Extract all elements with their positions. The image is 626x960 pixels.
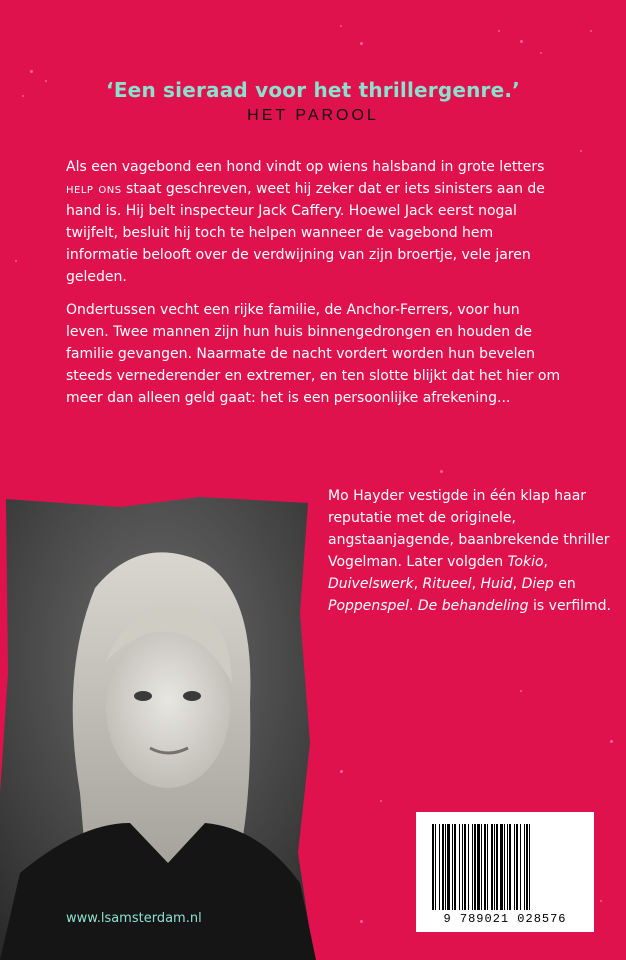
help-ons-text: help ons xyxy=(66,181,122,197)
author-bio xyxy=(328,485,618,617)
bio-separator: , xyxy=(471,576,481,592)
barcode-bar xyxy=(494,824,495,910)
barcode-bar xyxy=(526,824,528,910)
blurb-text: Als een vagebond een hond vindt op wiens halsband in grote letters xyxy=(66,159,545,175)
book-title: De behandeling xyxy=(417,598,529,614)
barcode-bar xyxy=(516,824,518,910)
quote-source: HET PAROOL xyxy=(247,107,379,124)
barcode-bar xyxy=(474,824,476,910)
book-title: Ritueel xyxy=(422,576,472,592)
barcode-bar xyxy=(462,824,463,910)
blurb-text: staat geschreven, weet hij zeker dat er iets sinisters aan de hand is. Hij belt inspecteur Jack Caffery. Hoewel Jack eerst nogal twijfelt, besluit hij toch te helpen wanneer de vagebond hem informatie belooft over de verdwijning van zijn broertje, vele jaren geleden. xyxy=(66,181,545,285)
blurb-paragraph-2: Ondertussen vecht een rijke familie, de Anchor-Ferrers, voor hun leven. Twee mannen zijn hun huis binnengedrongen en houden de familie gevangen. Naarmate de nacht vordert worden hun bevelen steeds vernederender en extremer, en ten slotte blijkt dat het hier om meer dan alleen geld gaat: het is een persoonlijke afrekening... xyxy=(66,302,561,406)
barcode-bar xyxy=(496,824,498,910)
barcode-bar xyxy=(454,824,456,910)
barcode-bar xyxy=(445,824,446,910)
barcode-bar xyxy=(491,824,493,910)
barcode-bar xyxy=(432,824,434,910)
barcode-bar xyxy=(520,824,521,910)
barcode-bar xyxy=(487,824,488,910)
barcode-bars xyxy=(430,824,582,910)
barcode-bar xyxy=(459,824,460,910)
barcode-bar xyxy=(452,824,453,910)
blurb-paragraph-1 xyxy=(66,156,566,288)
barcode-bar xyxy=(472,824,473,910)
bio-separator: en xyxy=(553,576,576,592)
barcode-bar xyxy=(507,824,508,910)
bio-separator: . xyxy=(408,598,418,614)
publisher-website[interactable]: www.lsamsterdam.nl xyxy=(66,911,202,926)
barcode-bar xyxy=(481,824,482,910)
barcode-bar xyxy=(468,824,469,910)
barcode-bar xyxy=(509,824,511,910)
book-title: Poppenspel xyxy=(328,598,409,614)
barcode-bar xyxy=(435,824,436,910)
barcode-bar xyxy=(477,824,480,910)
bio-separator: , xyxy=(543,554,548,570)
isbn-number: 9 789021 028576 xyxy=(443,912,567,926)
barcode-bar xyxy=(504,824,505,910)
bio-separator: , xyxy=(512,576,522,592)
bio-separator: , xyxy=(413,576,423,592)
barcode-bar xyxy=(514,824,515,910)
barcode-bar xyxy=(529,824,530,910)
barcode-bar xyxy=(442,824,444,910)
review-quote: ‘Een sieraad voor het thrillergenre.’ xyxy=(106,78,520,102)
barcode-bar xyxy=(524,824,525,910)
barcode-bar xyxy=(500,824,503,910)
book-title: Tokio xyxy=(507,554,544,570)
author-photo xyxy=(0,493,316,960)
barcode xyxy=(416,812,594,932)
book-title: Diep xyxy=(521,576,554,592)
barcode-bar xyxy=(447,824,450,910)
bio-text: Mo Hayder vestigde in één klap haar reputatie met de originele, angstaanjagende, baanbrekende thriller Vogelman. Later volgden xyxy=(328,488,610,570)
bio-text: is verfilmd. xyxy=(528,598,611,614)
barcode-bar xyxy=(464,824,466,910)
barcode-bar xyxy=(484,824,486,910)
barcode-bar xyxy=(439,824,440,910)
book-title: Huid xyxy=(480,576,513,592)
book-title: Duivelswerk xyxy=(328,576,414,592)
